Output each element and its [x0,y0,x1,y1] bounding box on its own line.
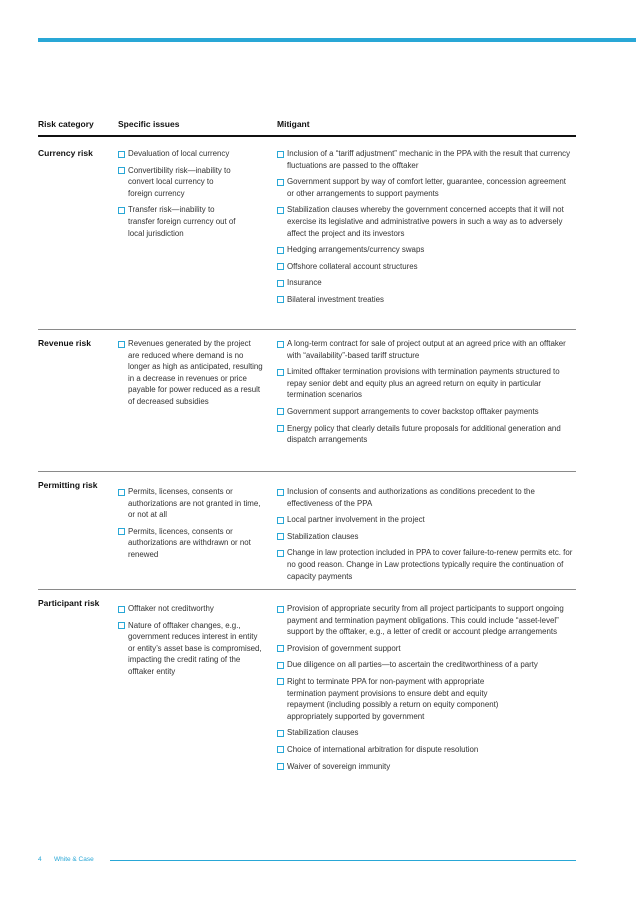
category-label: Permitting risk [38,480,98,490]
issue-item: Permits, licences, consents or authorizations are withdrawn or not renewed [118,526,256,561]
checkbox-icon [277,678,284,685]
checkbox-icon [118,151,125,158]
checkbox-icon [277,369,284,376]
mitigant-item: Energy policy that clearly details future proposals for additional generation and dispatch arrangements [277,423,576,446]
checkbox-icon [118,606,125,613]
issues-list [118,338,263,413]
checkbox-icon [277,263,284,270]
issues-list [118,486,260,566]
checkbox-icon [277,296,284,303]
issue-item: Transfer risk—inability to transfer foreign currency out of local jurisdiction [118,204,240,239]
mitigant-item: Provision of appropriate security from all project participants to support ongoing payment and termination payment obligations. This could include “asset-level” support by the offtaker, e.g., a letter of credit or account pledge arrangements [277,603,579,638]
mitigant-item: Right to terminate PPA for non-payment with appropriate termination payment provisions to ensure debt and equity repayment (including possibly a return on equity component) appropriately supported by government [277,676,519,722]
checkbox-icon [277,517,284,524]
mitigant-item: Waiver of sovereign immunity [277,761,576,773]
header-mitigant: Mitigant [277,119,310,129]
checkbox-icon [277,662,284,669]
checkbox-icon [118,167,125,174]
checkbox-icon [277,746,284,753]
checkbox-icon [118,528,125,535]
mitigant-item: Choice of international arbitration for dispute resolution [277,744,576,756]
category-label: Currency risk [38,148,93,158]
mitigant-item: Insurance [277,277,576,289]
mitigants-list [277,338,576,451]
issues-list [118,603,260,683]
checkbox-icon [277,763,284,770]
mitigants-list [277,603,576,777]
category-label: Participant risk [38,598,100,608]
checkbox-icon [277,207,284,214]
checkbox-icon [277,179,284,186]
header-rule [38,135,576,137]
mitigant-item: Inclusion of a “tariff adjustment” mechanic in the PPA with the result that currency fluctuations are passed to the offtaker [277,148,576,171]
checkbox-icon [277,606,284,613]
mitigants-list [277,148,576,311]
checkbox-icon [118,341,125,348]
checkbox-icon [277,408,284,415]
mitigant-item: Provision of government support [277,643,576,655]
issue-item: Devaluation of local currency [118,148,238,160]
section-divider [38,589,576,590]
section-divider [38,471,576,472]
mitigants-list [277,486,576,587]
footer-rule [110,860,576,861]
issue-item: Revenues generated by the project are reduced where demand is no longer as high as anticipated, resulting in a decrease in revenues or price payable for power reduced as a result of decreased subsidies [118,338,264,408]
checkbox-icon [277,550,284,557]
issue-item: Permits, licenses, consents or authorizations are not granted in time, or not at all [118,486,264,521]
mitigant-item: Stabilization clauses whereby the government concerned accepts that it will not exercise its legislative and administrative powers in such a way as to adversely affect the project and its investors [277,204,569,239]
mitigant-item: Government support arrangements to cover backstop offtaker payments [277,406,576,418]
mitigant-item: Stabilization clauses [277,531,576,543]
issue-item: Nature of offtaker changes, e.g., government reduces interest in entity or entity’s asset base is compromised, impacting the credit rating of the offtaker entity [118,620,266,678]
checkbox-icon [277,489,284,496]
footer-brand: White & Case [54,856,94,863]
mitigant-item: Offshore collateral account structures [277,261,576,273]
issues-list [118,148,260,244]
top-accent-bar [38,38,636,42]
mitigant-item: Due diligence on all parties—to ascertain the creditworthiness of a party [277,659,576,671]
checkbox-icon [277,533,284,540]
checkbox-icon [277,247,284,254]
mitigant-item: Hedging arrangements/currency swaps [277,244,576,256]
page-number: 4 [38,856,42,863]
checkbox-icon [277,341,284,348]
mitigant-item: Local partner involvement in the project [277,514,576,526]
issue-item: Convertibility risk—inability to convert local currency to foreign currency [118,165,238,200]
checkbox-icon [277,645,284,652]
header-specific-issues: Specific issues [118,119,180,129]
checkbox-icon [277,730,284,737]
section-divider [38,329,576,330]
mitigant-item: Bilateral investment treaties [277,294,576,306]
mitigant-item: A long-term contract for sale of project output at an agreed price with an offtaker with “availability”-based tariff structure [277,338,575,361]
header-risk-category: Risk category [38,119,94,129]
mitigant-item: Change in law protection included in PPA to cover failure-to-renew permits etc. for no good reason. Change in Law protections typically require the continuation of capacity payments [277,547,576,582]
issue-item: Offtaker not creditworthy [118,603,266,615]
checkbox-icon [118,489,125,496]
category-label: Revenue risk [38,338,91,348]
mitigant-item: Stabilization clauses [277,727,576,739]
mitigant-item: Government support by way of comfort letter, guarantee, concession agreement or other arrangements to support payments [277,176,569,199]
checkbox-icon [277,425,284,432]
mitigant-item: Limited offtaker termination provisions with termination payments structured to repay senior debt and equity plus an agreed return on equity in particular termination scenarios [277,366,579,401]
checkbox-icon [118,622,125,629]
mitigant-item: Inclusion of consents and authorizations as conditions precedent to the effectiveness of the PPA [277,486,552,509]
checkbox-icon [118,207,125,214]
checkbox-icon [277,280,284,287]
checkbox-icon [277,151,284,158]
